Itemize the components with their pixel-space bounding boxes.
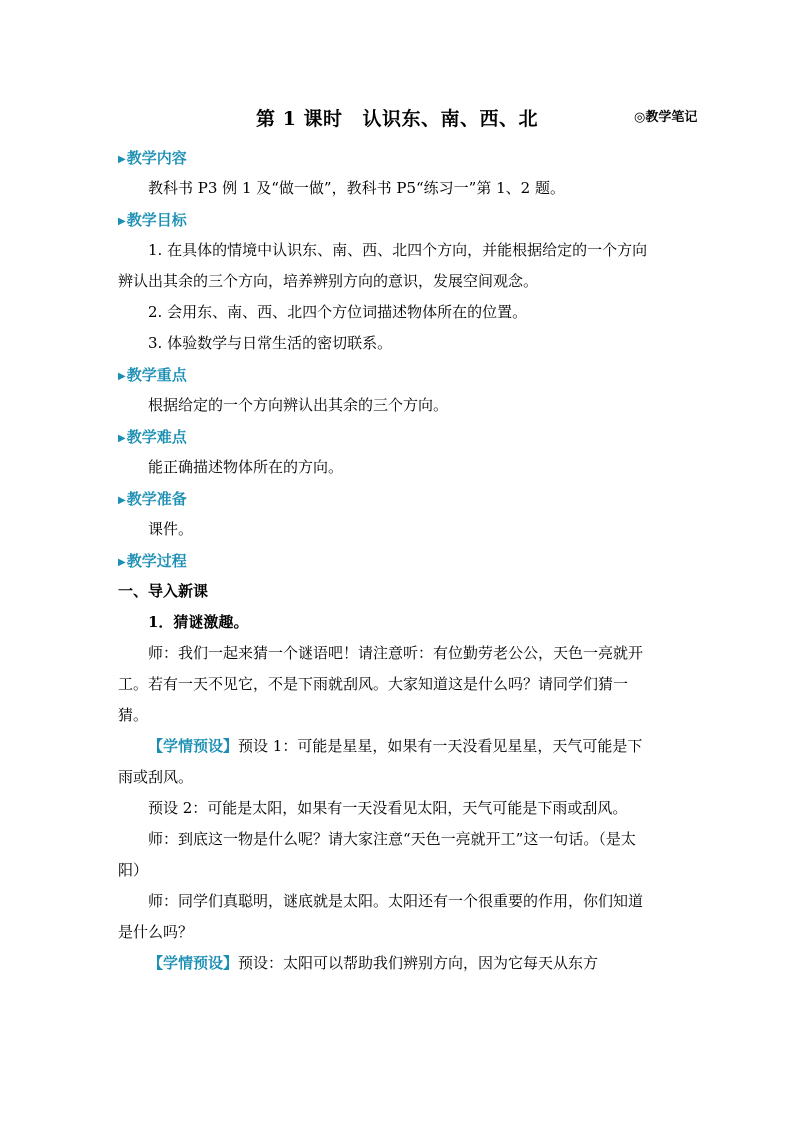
triangle-bullet-icon: ▶ — [118, 371, 126, 382]
part-heading: 一、导入新课 — [118, 582, 209, 600]
step-heading: 1．猜谜激趣。 — [148, 613, 249, 631]
goal-item: 1. 在具体的情境中认识东、南、西、北四个方向，并能根据给定的一个方向辨认出其余的三个方向，培养辨别方向的意识，发展空间观念。 — [118, 241, 648, 290]
section-heading-content: ▶教学内容 — [118, 149, 187, 167]
lesson-number: 第 1 课时 — [256, 108, 343, 130]
goal-item: 2. 会用东、南、西、北四个方位词描述物体所在的位置。 — [148, 303, 528, 321]
difficulty-text: 能正确描述物体所在的方向。 — [148, 458, 344, 476]
dialogue-paragraph: 师：同学们真聪明，谜底就是太阳。太阳还有一个很重要的作用，你们知道是什么吗？ — [118, 892, 644, 941]
triangle-bullet-icon: ▶ — [118, 154, 126, 165]
section-heading-goals: ▶教学目标 — [118, 211, 187, 229]
triangle-bullet-icon: ▶ — [118, 216, 126, 227]
lesson-topic: 认识东、南、西、北 — [362, 108, 538, 130]
teaching-notes-label: ◎教学笔记 — [634, 110, 698, 125]
dialogue-paragraph: 师：到底这一物是什么呢？请大家注意“天色一亮就开工”这一句话。（是太阳） — [118, 830, 636, 879]
section-heading-prep: ▶教学准备 — [118, 490, 187, 508]
key-text: 根据给定的一个方向辨认出其余的三个方向。 — [148, 396, 449, 414]
section-heading-process: ▶教学过程 — [118, 552, 187, 570]
triangle-bullet-icon: ▶ — [118, 495, 126, 506]
preset-paragraph: 【学情预设】预设：太阳可以帮助我们辨别方向，因为它每天从东方 — [148, 954, 599, 972]
section-heading-key: ▶教学重点 — [118, 366, 187, 384]
student-preset-tag: 【学情预设】 — [148, 737, 239, 755]
section-heading-difficulty: ▶教学难点 — [118, 428, 187, 446]
goal-item: 3. 体验数学与日常生活的密切联系。 — [148, 334, 393, 352]
student-preset-tag: 【学情预设】 — [148, 954, 239, 972]
dialogue-paragraph: 师：我们一起来猜一个谜语吧！请注意听：有位勤劳老公公，天色一亮就开工。若有一天不见它，不是下雨就刮风。大家知道这是什么吗？请同学们猜一猜。 — [118, 644, 644, 724]
prep-text: 课件。 — [148, 520, 194, 538]
preset-paragraph: 预设 2：可能是太阳，如果有一天没看见太阳，天气可能是下雨或刮风。 — [148, 799, 628, 817]
triangle-bullet-icon: ▶ — [118, 557, 126, 568]
triangle-bullet-icon: ▶ — [118, 433, 126, 444]
lesson-content — [118, 142, 648, 979]
preset-paragraph: 【学情预设】预设 1：可能是星星，如果有一天没看见星星，天气可能是下雨或刮风。 — [118, 737, 643, 786]
content-text: 教科书 P3 例 1 及“做一做”，教科书 P5“练习一”第 1、2 题。 — [148, 179, 565, 197]
